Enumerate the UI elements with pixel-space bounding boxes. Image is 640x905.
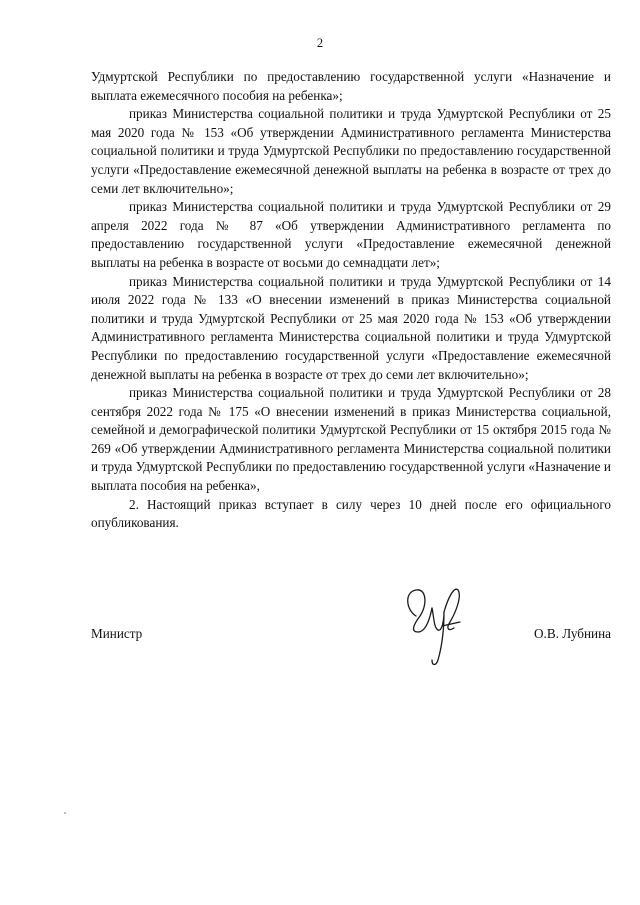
page-number: 2 bbox=[316, 36, 324, 50]
document-body bbox=[91, 68, 611, 533]
scan-speck bbox=[64, 812, 66, 814]
handwritten-signature bbox=[398, 582, 468, 672]
paragraph-order-2020-153: приказ Министерства социальной политики и труда Удмуртской Республики от 25 мая 2020 года № 153 «Об утверждении Административного регламента Министерства социальной политики и труда Удмуртской Республики по предоставлению государственной услуги «Предоставление ежемесячной денежной выплаты на ребенка в возрасте от трех до семи лет включительно»; bbox=[91, 106, 611, 196]
signature-block bbox=[91, 618, 611, 648]
paragraph-continuation: Удмуртской Республики по предоставлению государственной услуги «Назначение и выплата ежемесячного пособия на ребенка»; bbox=[91, 69, 611, 103]
paragraph-order-2022-133: приказ Министерства социальной политики и труда Удмуртской Республики от 14 июля 2022 года № 133 «О внесении изменений в приказ Министерства социальной политики и труда Удмуртской Республики от 25 мая 2020 года № 153 «Об утверждении Административного регламента Министерства социальной политики и труда Удмуртской Республики по предоставлению государственной услуги «Предоставление ежемесячной денежной выплаты на ребенка в возрасте от трех до семи лет включительно»; bbox=[91, 273, 611, 382]
paragraph-order-2022-175: приказ Министерства социальной политики и труда Удмуртской Республики от 28 сентября 2022 года № 175 «О внесении изменений в приказ Министерства социальной, семейной и демографической политики Удмуртской Республики от 15 октября 2015 года № 269 «Об утверждении Административного регламента Министерства социальной политики и труда Удмуртской Республики по предоставлению государственной услуги «Назначение и выплата пособия на ребенка», bbox=[91, 385, 611, 494]
paragraph-order-2022-87: приказ Министерства социальной политики и труда Удмуртской Республики от 29 апреля 2022 года № 87 «Об утверждении Административного регламента по предоставлению государственной услуги «Предоставление ежемесячной денежной выплаты на ребенка в возрасте от восьми до семнадцати лет»; bbox=[91, 199, 611, 270]
paragraph-effective-date: 2. Настоящий приказ вступает в силу через 10 дней после его официального опубликования. bbox=[91, 496, 611, 531]
signatory-name: О.В. Лубнина bbox=[534, 626, 611, 641]
signatory-title: Министр bbox=[91, 626, 143, 641]
